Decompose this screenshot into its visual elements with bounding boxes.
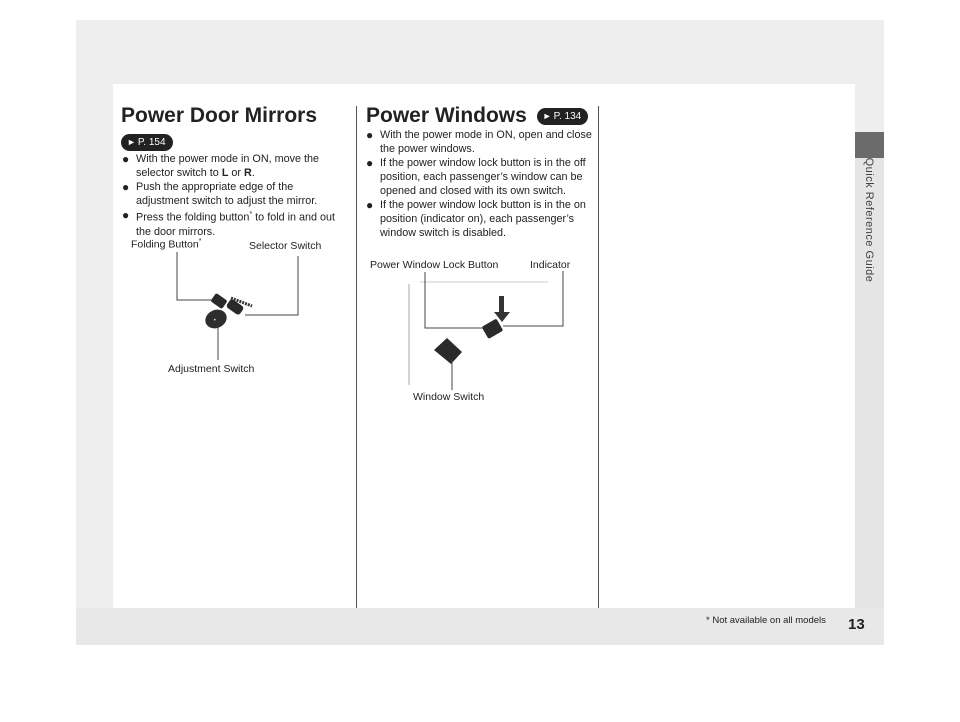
- bullet-text: or: [228, 167, 245, 179]
- selector-switch-leader: [245, 256, 298, 315]
- bullet-icon: ●: [366, 156, 374, 170]
- page-ref-text: P. 134: [553, 110, 582, 122]
- lock-button-label: Power Window Lock Button: [370, 259, 499, 271]
- footnote-text: Not available on all models: [712, 615, 826, 626]
- footnote: [706, 615, 826, 626]
- bullet-text: .: [251, 167, 255, 179]
- bullet-bold-text: L: [221, 167, 229, 179]
- bullet-icon: ●: [122, 180, 130, 194]
- bullet-text: to fold in and out the door mirrors.: [136, 211, 336, 238]
- bullet-text: Press the folding button: [136, 211, 250, 224]
- sidebar-tab-label: Quick Reference Guide: [863, 157, 875, 283]
- bullet-text: Push the appropriate edge of the adjustment switch to adjust the mirror.: [136, 181, 318, 207]
- lock-button-icon: [482, 318, 504, 339]
- folding-button-leader: [177, 252, 218, 300]
- footnote-marker: *: [249, 211, 253, 218]
- footnote-marker: *: [706, 615, 710, 626]
- bullet-icon: ●: [122, 152, 130, 166]
- bullet-text: If the power window lock button is in the on position (indicator on), each passenger’s window switch is disabled.: [380, 199, 586, 239]
- windows-title: Power Windows: [366, 104, 527, 127]
- window-switch-label: Window Switch: [413, 391, 485, 403]
- window-switch-illustration: [409, 282, 548, 385]
- page-number: 13: [848, 616, 865, 633]
- bullet-text: With the power mode in ON, move the selector switch to: [136, 153, 320, 179]
- mirror-switch-illustration: [202, 293, 252, 332]
- indicator-leader: [503, 271, 563, 326]
- arrow-right-icon: ►: [542, 110, 552, 121]
- selector-switch-label: Selector Switch: [249, 240, 322, 252]
- bullet-icon: ●: [366, 198, 374, 212]
- adjustment-switch-label: Adjustment Switch: [168, 363, 255, 375]
- lock-button-leader: [425, 272, 483, 328]
- bullet-text: With the power mode in ON, open and close the power windows.: [380, 129, 592, 155]
- arrow-right-icon: ►: [127, 137, 136, 148]
- bullet-icon: ●: [366, 128, 374, 142]
- page-ref-text: P. 154: [137, 137, 166, 149]
- mirrors-title: Power Door Mirrors: [121, 104, 318, 127]
- arrow-shaft: [499, 296, 504, 314]
- indicator-label: Indicator: [530, 259, 571, 271]
- label-text: Folding Button: [131, 238, 199, 251]
- bullet-text: If the power window lock button is in the off position, each passenger’s window can be opened and closed with its own switch.: [380, 157, 586, 197]
- folding-button-icon: [210, 293, 227, 309]
- bullet-icon: ●: [122, 208, 130, 222]
- footnote-marker: *: [198, 238, 202, 245]
- adjustment-switch-marking: •: [213, 317, 217, 324]
- bullet-bold-text: R: [244, 167, 252, 179]
- window-switch-icon: [434, 338, 462, 364]
